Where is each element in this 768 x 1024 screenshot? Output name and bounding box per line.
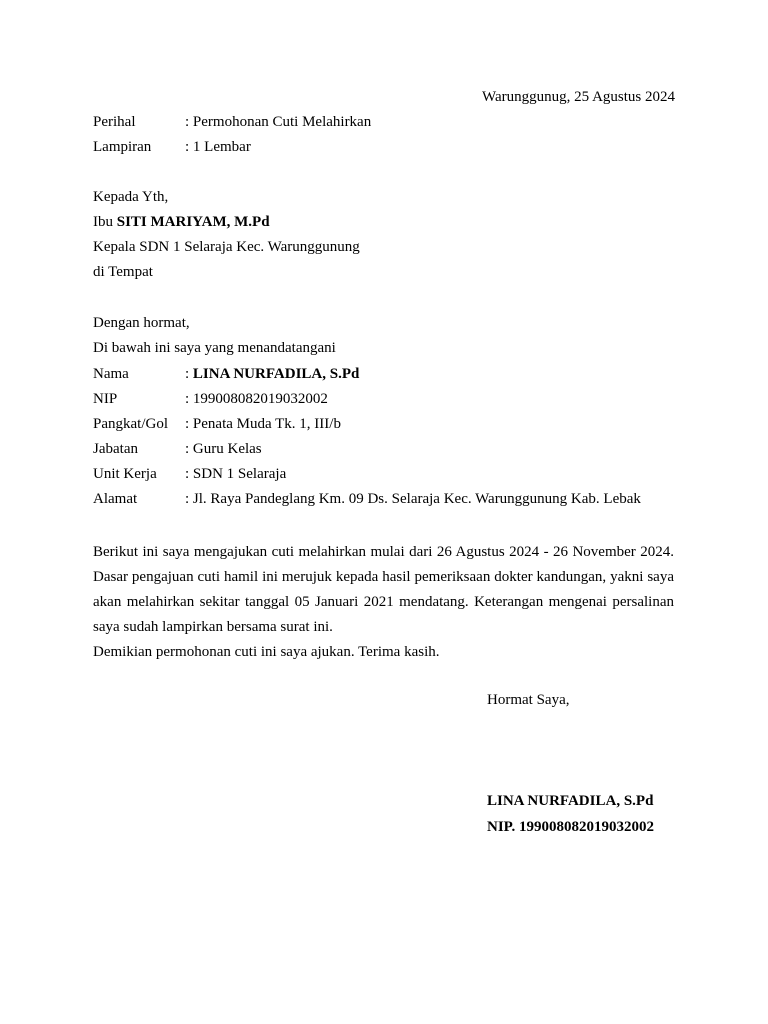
recipient-prefix: Ibu bbox=[93, 214, 117, 230]
identity-label: Jabatan bbox=[93, 441, 138, 457]
identity-value: : SDN 1 Selaraja bbox=[185, 466, 287, 482]
attachment-value: : 1 Lembar bbox=[185, 139, 251, 155]
attachment-label: Lampiran bbox=[93, 139, 152, 155]
applicant-name: LINA NURFADILA, S.Pd bbox=[192, 366, 360, 382]
recipient-place: di Tempat bbox=[93, 264, 153, 280]
body-section bbox=[93, 540, 674, 665]
recipient-position: Kepala SDN 1 Selaraja Kec. Warunggunung bbox=[93, 239, 360, 255]
identity-label: Unit Kerja bbox=[93, 466, 157, 482]
identity-label: Alamat bbox=[93, 491, 138, 507]
closing-sentence: Demikian permohonan cuti ini saya ajukan. Terima kasih. bbox=[93, 644, 440, 660]
body-paragraph: Berikut ini saya mengajukan cuti melahirkan mulai dari 26 Agustus 2024 - 26 November 2024. Dasar pengajuan cuti hamil ini merujuk kepada hasil pemeriksaan dokter kandungan, yakni saya akan melahirkan sekitar tanggal 05 Januari 2021 mendatang. Keterangan mengenai persalinan saya sudah lampirkan bersama surat ini. bbox=[93, 544, 674, 635]
intro-text: Di bawah ini saya yang menandatangani bbox=[93, 340, 336, 356]
identity-value bbox=[185, 365, 359, 383]
identity-label: NIP bbox=[93, 391, 118, 407]
identity-value: : Guru Kelas bbox=[185, 441, 262, 457]
signature-greeting: Hormat Saya, bbox=[487, 692, 570, 708]
signature-name: LINA NURFADILA, S.Pd bbox=[487, 793, 654, 809]
opening-greeting: Dengan hormat, bbox=[93, 315, 190, 331]
recipient-name-line bbox=[93, 213, 270, 231]
identity-label: Pangkat/Gol bbox=[93, 416, 168, 432]
subject-value: : Permohonan Cuti Melahirkan bbox=[185, 114, 372, 130]
identity-value: : Jl. Raya Pandeglang Km. 09 Ds. Selaraja Kec. Warunggunung Kab. Lebak bbox=[185, 491, 641, 507]
identity-value: : 199008082019032002 bbox=[185, 391, 328, 407]
identity-value: : Penata Muda Tk. 1, III/b bbox=[185, 416, 341, 432]
signature-nip: NIP. 199008082019032002 bbox=[487, 819, 654, 835]
identity-colon: : bbox=[185, 366, 193, 382]
identity-label: Nama bbox=[93, 366, 129, 382]
recipient-name: SITI MARIYAM, M.Pd bbox=[116, 214, 270, 230]
subject-label: Perihal bbox=[93, 114, 136, 130]
recipient-salutation: Kepada Yth, bbox=[93, 189, 169, 205]
place-date: Warunggunug, 25 Agustus 2024 bbox=[482, 89, 675, 105]
